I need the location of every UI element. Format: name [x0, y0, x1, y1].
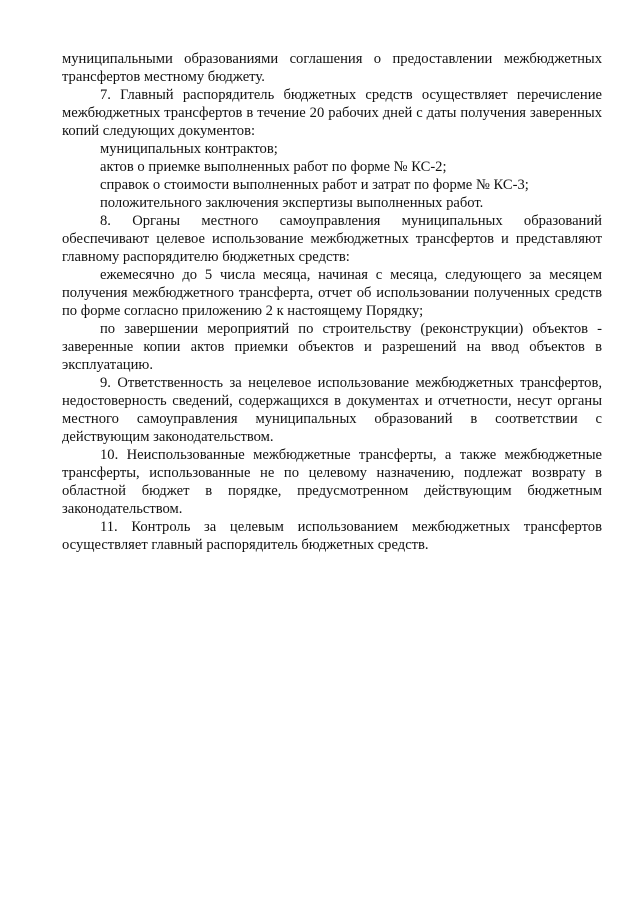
list-item: актов о приемке выполненных работ по форме № КС-2;: [100, 159, 447, 175]
list-item: положительного заключения экспертизы выполненных работ.: [100, 195, 484, 211]
paragraph-11: 11. Контроль за целевым использованием межбюджетных трансфертов осуществляет главный распорядитель бюджетных средств.: [62, 519, 602, 553]
continuation-paragraph: муниципальными образованиями соглашения о предоставлении межбюджетных трансфертов местному бюджету.: [62, 51, 602, 85]
paragraph-7: 7. Главный распорядитель бюджетных средств осуществляет перечисление межбюджетных трансфертов в течение 20 рабочих дней с даты получения заверенных копий следующих документов:: [62, 87, 602, 139]
paragraph-9: 9. Ответственность за нецелевое использование межбюджетных трансфертов, недостоверность сведений, содержащихся в документах и отчетности, несут органы местного самоуправления муниципальных образований в соответствии с действующим законодательством.: [62, 375, 602, 445]
paragraph-10: 10. Неиспользованные межбюджетные трансферты, а также межбюджетные трансферты, использованные не по целевому назначению, подлежат возврату в областной бюджет в порядке, предусмотренном действующим бюджетным законодательством.: [62, 447, 602, 517]
list-item: муниципальных контрактов;: [100, 141, 278, 157]
list-item: справок о стоимости выполненных работ и затрат по форме № КС-3;: [100, 177, 529, 193]
list-item: ежемесячно до 5 числа месяца, начиная с месяца, следующего за месяцем получения межбюджетного трансферта, отчет об использовании полученных средств по форме согласно приложению 2 к настоящему Порядку;: [62, 267, 602, 319]
document-body: [62, 50, 602, 554]
paragraph-8: 8. Органы местного самоуправления муниципальных образований обеспечивают целевое использование межбюджетных трансфертов и представляют главному распорядителю бюджетных средств:: [62, 213, 602, 265]
list-item: по завершении мероприятий по строительству (реконструкции) объектов - заверенные копии актов приемки объектов и разрешений на ввод объектов в эксплуатацию.: [62, 321, 602, 373]
